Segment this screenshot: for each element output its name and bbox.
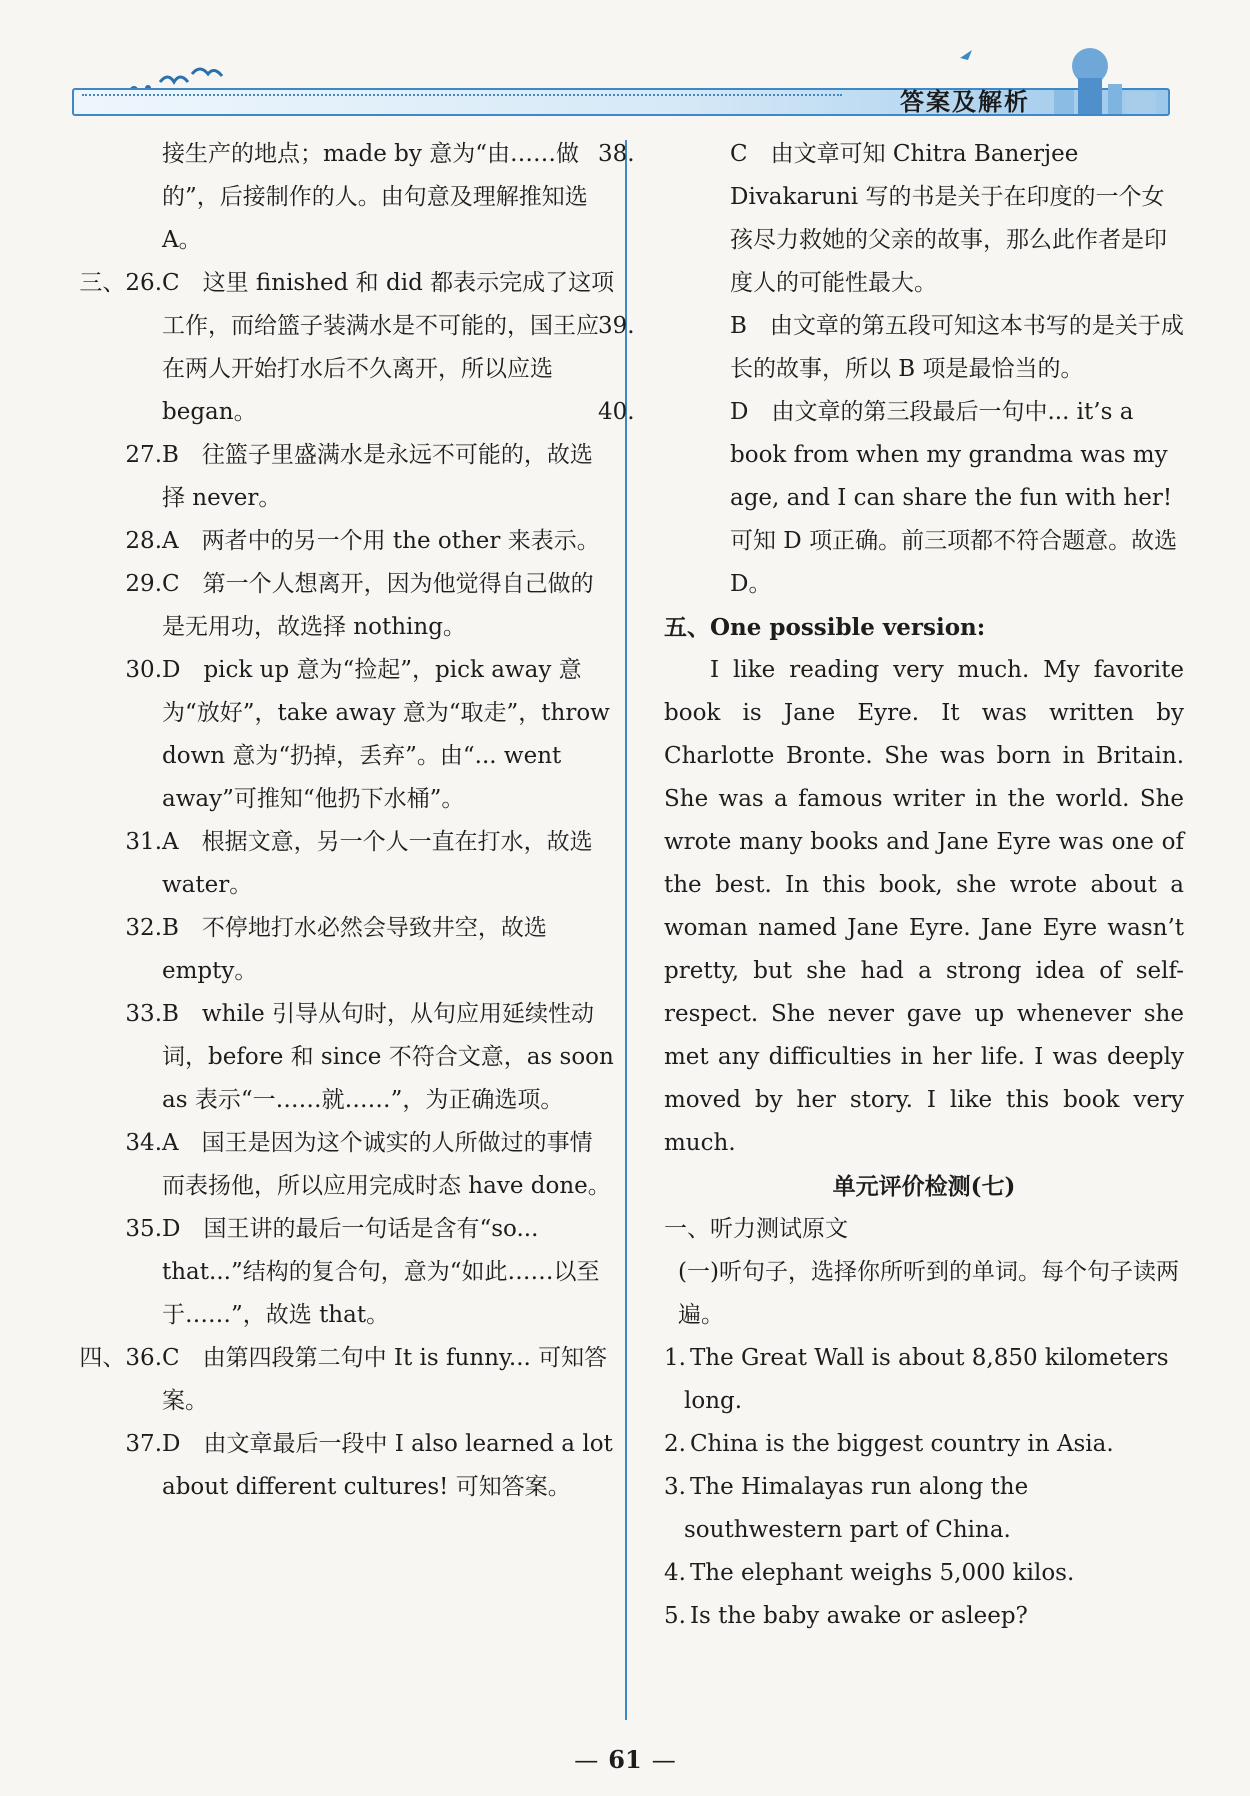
item-number: 38.	[598, 141, 635, 167]
sentence-text: China is the biggest country in Asia.	[689, 1431, 1114, 1457]
left-column	[70, 133, 615, 1509]
sentence-text: The Himalayas run along the southwestern part of China.	[684, 1474, 1029, 1543]
answer-item	[70, 434, 615, 520]
item-text: B 由文章的第五段可知这本书写的是关于成长的故事，所以 B 项是最恰当的。	[730, 313, 1184, 382]
item-text: C 第一个人想离开，因为他觉得自己做的是无用功，故选择 nothing。	[162, 571, 594, 640]
answer-item	[70, 821, 615, 907]
answer-item	[70, 1423, 615, 1509]
header-dotted-line	[82, 94, 842, 96]
answer-item	[70, 993, 615, 1122]
item-text: A 根据文意，另一个人一直在打水，故选 water。	[162, 829, 593, 898]
section-five-heading: 五、One possible version:	[664, 614, 986, 641]
item-number: 40.	[598, 399, 635, 425]
item-text: D 由文章最后一段中 I also learned a lot about different cultures! 可知答案。	[162, 1431, 613, 1500]
sentence-number: 4.	[664, 1560, 686, 1586]
item-number: 28.	[125, 528, 162, 554]
sentence-number: 1.	[664, 1345, 686, 1371]
listening-sentence	[664, 1595, 1184, 1638]
page-number-value: 61	[608, 1745, 642, 1774]
item-number: 34.	[125, 1130, 162, 1156]
item-number: 29.	[125, 571, 162, 597]
item-number: 33.	[125, 1001, 162, 1027]
item-text: D 由文章的第三段最后一句中... it’s a book from when my grandma was my age, and I can share the fun with her! 可知 D 项正确。前三项都不符合题意。故选 D。	[730, 399, 1178, 597]
answer-item	[598, 133, 1184, 305]
page-header	[72, 78, 1170, 120]
sentence-number: 3.	[664, 1474, 686, 1500]
listening-heading: 一、听力测试原文	[664, 1216, 848, 1242]
item-text: C 由文章可知 Chitra Banerjee Divakaruni 写的书是关于在印度的一个女孩尽力救她的父亲的故事，那么此作者是印度人的可能性最大。	[730, 141, 1167, 296]
answer-item	[70, 563, 615, 649]
answer-item	[70, 133, 615, 262]
answer-item	[70, 649, 615, 821]
item-number: 39.	[598, 313, 635, 339]
answer-item	[70, 907, 615, 993]
answer-item	[70, 1337, 615, 1423]
sentence-text: The elephant weighs 5,000 kilos.	[689, 1560, 1075, 1586]
sentence-text: The Great Wall is about 8,850 kilometers long.	[684, 1345, 1169, 1414]
answer-item	[70, 520, 615, 563]
listening-sentence	[664, 1552, 1184, 1595]
item-number: 31.	[125, 829, 162, 855]
item-number: 四、36.	[79, 1345, 162, 1371]
answer-item	[70, 262, 615, 434]
header-title: 答案及解析	[900, 88, 1030, 116]
item-number: 37.	[125, 1431, 162, 1457]
city-landmark-icon	[950, 38, 1170, 118]
listening-sentence	[664, 1423, 1184, 1466]
item-text: D pick up 意为“捡起”，pick away 意为“放好”，take away 意为“取走”，throw down 意为“扔掉，丢弃”。由“... went away”可推知“他扔下水桶”。	[162, 657, 610, 812]
answer-item	[70, 1208, 615, 1337]
item-text: A 两者中的另一个用 the other 来表示。	[162, 528, 600, 554]
item-number: 32.	[125, 915, 162, 941]
item-text: B 不停地打水必然会导致井空，故选 empty。	[162, 915, 547, 984]
item-number: 27.	[125, 442, 162, 468]
item-text: A 国王是因为这个诚实的人所做过的事情而表扬他，所以应用完成时态 have done。	[162, 1130, 611, 1199]
item-number: 三、26.	[79, 270, 162, 296]
answer-item	[598, 391, 1184, 606]
column-divider	[625, 140, 627, 1720]
item-text: B while 引导从句时，从句应用延续性动词，before 和 since 不符合文意，as soon as 表示“一……就……”，为正确选项。	[162, 1001, 614, 1113]
answer-item	[70, 1122, 615, 1208]
page-number: — 61 —	[574, 1745, 676, 1774]
item-text: D 国王讲的最后一句话是含有“so... that...”结构的复合句，意为“如此……以至于……”，故选 that。	[162, 1216, 600, 1328]
sentence-text: Is the baby awake or asleep?	[689, 1603, 1028, 1629]
sentence-number: 2.	[664, 1431, 686, 1457]
listening-sentence	[664, 1466, 1184, 1552]
bird-icon	[960, 50, 972, 60]
item-text: B 往篮子里盛满水是永远不可能的，故选择 never。	[162, 442, 593, 511]
listening-sentence	[664, 1337, 1184, 1423]
item-number: 35.	[125, 1216, 162, 1242]
right-column	[598, 133, 1184, 1638]
item-text: 接生产的地点；made by 意为“由……做的”，后接制作的人。由句意及理解推知选 A。	[162, 141, 588, 253]
item-number: 30.	[125, 657, 162, 683]
item-text: C 这里 finished 和 did 都表示完成了这项工作，而给篮子装满水是不可能的，国王应在两人开始打水后不久离开，所以应选 began。	[162, 270, 615, 425]
answer-item	[598, 305, 1184, 391]
listening-instruction: (一)听句子，选择你所听到的单词。每个句子读两遍。	[678, 1259, 1179, 1328]
sentence-number: 5.	[664, 1603, 686, 1629]
item-text: C 由第四段第二句中 It is funny... 可知答案。	[162, 1345, 608, 1414]
sample-essay: I like reading very much. My favorite book is Jane Eyre. It was written by Charlotte Bronte. She was born in Britain. She was a famous writer in the world. She wrote many books and Jane Eyre was one of the best. In this book, she wrote about a woman named Jane Eyre. Jane Eyre wasn’t pretty, but she had a strong idea of self-respect. She never gave up whenever she met any difficulties in her life. I was deeply moved by her story. I like this book very much.	[664, 657, 1184, 1156]
unit-title: 单元评价检测(七)	[832, 1173, 1016, 1200]
